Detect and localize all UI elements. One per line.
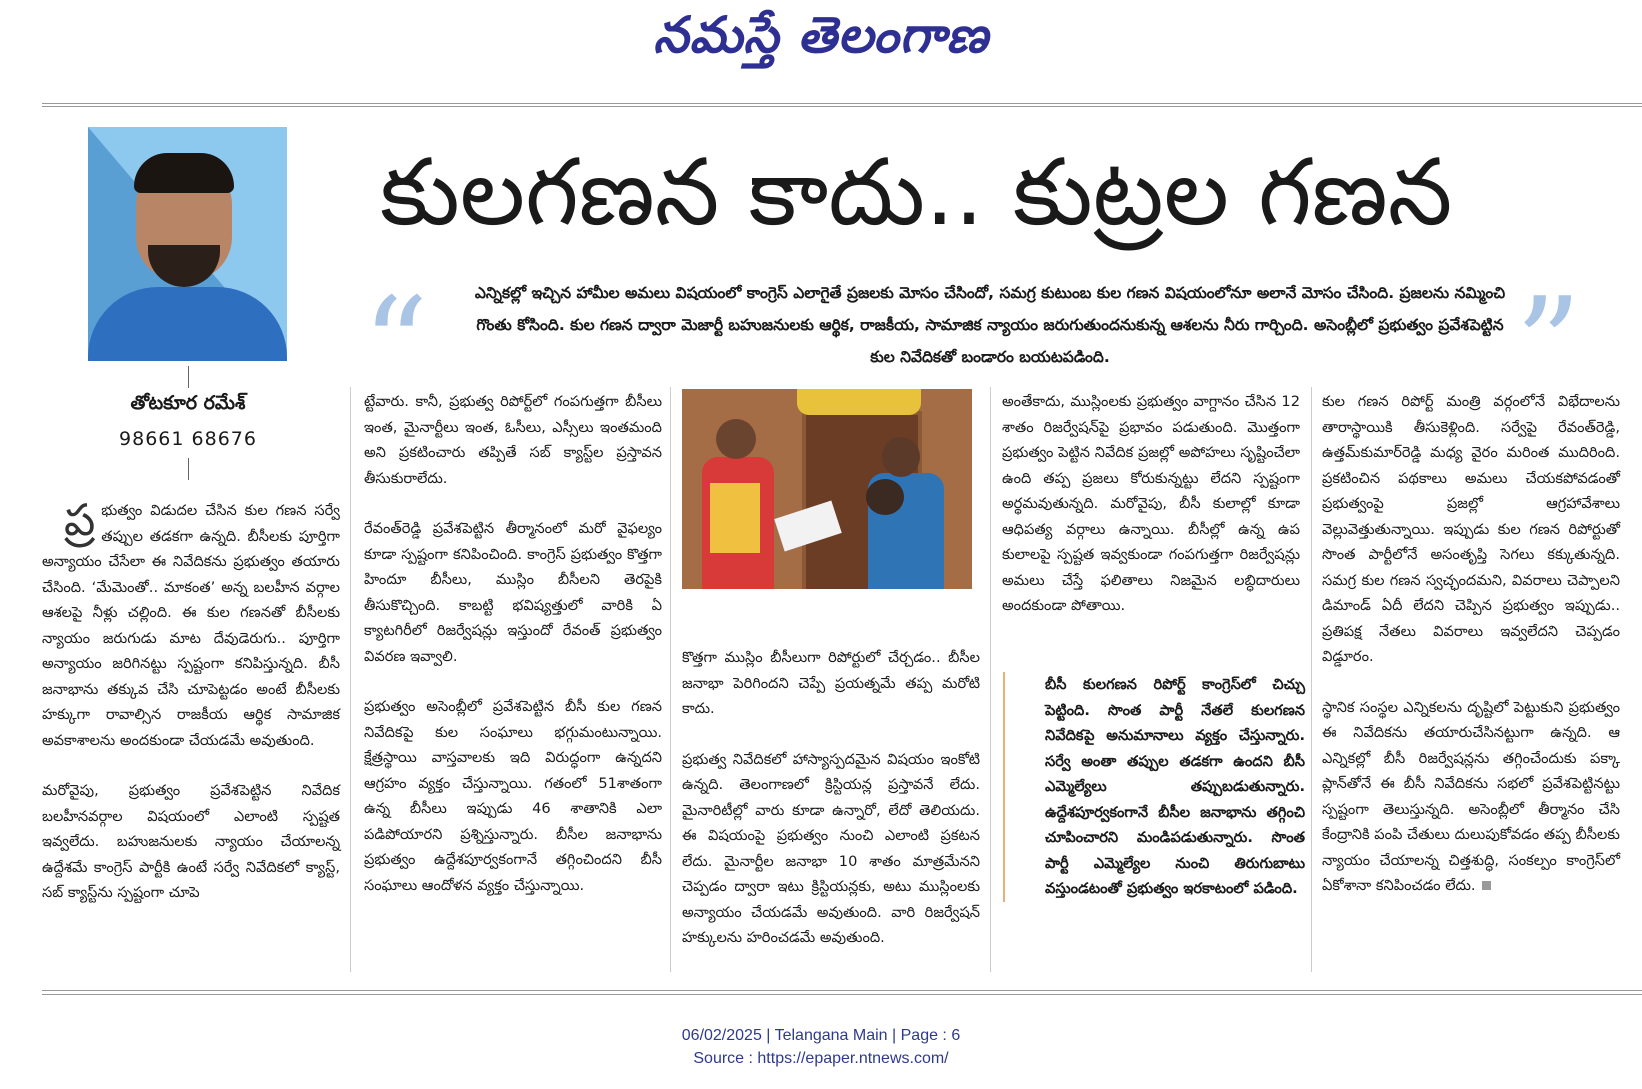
highlight-text: బీసీ కులగణన రిపోర్ట్ కాంగ్రెస్‌లో చిచ్చు పెట్టింది. సొంత పార్టీ నేతలే కులగణన నివేదికపై అనుమానాలు వ్యక్తం చేస్తున్నారు. సర్వే అంతా తప్పుల తడకగా ఉందని బీసీ ఎమ్మెల్యేలు తప్పుబడుతున్నారు. ఉద్దేశపూర్వకంగానే బీసీల జనాభాను తగ్గించి చూపించారని మండిపడుతున్నారు. సొంత పార్టీ ఎమ్మెల్యేల నుంచి తిరుగుబాటు వస్తుండటంతో ప్రభుత్వం ఇరకాటంలో పడింది. [1045, 676, 1305, 897]
column-3-paragraph-2: ప్రభుత్వ నివేదికలో హాస్యాస్పదమైన విషయం ఇంకోటి ఉన్నది. తెలంగాణలో క్రిస్టియన్ల ప్రస్తావనే లేదు. మైనారిటీల్లో వారు కూడా ఉన్నారో, లేదో తెలియదు. ఈ విషయంపై ప్రభుత్వం నుంచి ఎలాంటి ప్రకటన లేదు. మైనార్టీల జనాభా 10 శాతం మాత్రమేనని చెప్పడం ద్వారా ఇటు క్రిస్టియన్లకు, అటు ముస్లింలకు అన్యాయం చేయడమే అవుతుంది. వారి రిజర్వేషన్ హక్కులను హరించడమే అవుతుంది. [682, 750, 980, 946]
column-1-paragraph-2: మరోవైపు, ప్రభుత్వం ప్రవేశపెట్టిన నివేదిక బలహీనవర్గాల విషయంలో ఎలాంటి స్పష్టత ఇవ్వలేదు. బహుజనులకు న్యాయం చేయాలన్న ఉద్దేశమే కాంగ్రెస్ పార్టీకి ఉంటే సర్వే నివేదికలో క్యాస్ట్, సబ్ క్యాస్ట్‌ను స్పష్టంగా చూపె [42, 782, 340, 901]
column-3-paragraph-1: కొత్తగా ముస్లిం బీసీలుగా రిపోర్టులో చేర్చడం.. బీసీల జనాభా పెరిగిందని చెప్పే ప్రయత్నమే తప్ప మరోటి కాదు. [682, 649, 980, 717]
column-4-paragraph-1: అంతేకాదు, ముస్లింలకు ప్రభుత్వం వాగ్దానం చేసిన 12 శాతం రిజర్వేషన్‌పై ప్రభావం పడుతుంది. మొత్తంగా ప్రభుత్వం పెట్టిన నివేదిక ప్రజల్లో అపోహలు సృష్టించేలా ఉంది తప్ప ప్రజలు కోరుకున్నట్టు లేదని స్పష్టంగా అర్థమవుతున్నది. మరోవైపు, బీసీ కులాల్లో కూడా ఆధిపత్య వర్గాలు ఉన్నాయి. బీసీల్లో ఉన్న ఉప కులాలపై స్పష్టత ఇవ్వకుండా గంపగుత్తగా రిజర్వేషన్లు అమలు చేస్తే ఫలితాలు నిజమైన లబ్ధిదారులు అందకుండా పోతాయి. [1002, 393, 1300, 614]
top-rule [42, 103, 1642, 104]
column-2-paragraph-1: ట్టేవారు. కానీ, ప్రభుత్వ రిపోర్ట్‌లో గంపగుత్తగా బీసీలు ఇంత, మైనార్టీలు ఇంత, ఓసీలు, ఎస్సీలు ఇంతమంది అని ప్రకటించారు తప్పితే సబ్ క్యాస్ట్‌ల ప్రస్తావన తీసుకురాలేదు. [364, 393, 662, 487]
dropcap: ప్ర [64, 495, 96, 546]
author-connector-bottom [188, 458, 189, 480]
column-1 [42, 495, 340, 931]
author-name: తోటకూర రమేశ్ [130, 392, 246, 414]
column-divider [350, 387, 351, 972]
open-quote-icon: “ [362, 269, 429, 421]
close-quote-icon: ” [1515, 269, 1582, 421]
column-1-paragraph-1: భుత్వం విడుదల చేసిన కుల గణన సర్వే తప్పుల తడకగా ఉన్నది. బీసీలకు పూర్తిగా అన్యాయం చేసేలా ఈ నివేదికను ప్రభుత్వం తయారు చేసింది. ‘మేమెంతో.. మాకంత’ అన్న బలహీన వర్గాల ఆశలపై నీళ్లు చల్లింది. ఈ కుల గణనతో బీసీలకు న్యాయం జరుగుడు మాట దేవుడెరుగు.. పూర్తిగా అన్యాయం జరిగినట్టు స్పష్టంగా కనిపిస్తున్నది. బీసీ జనాభాను తక్కువ చేసి చూపెట్టడం అంటే బీసీలకు హక్కుగా రావాల్సిన రాజకీయ ఆర్థిక సామాజిక అవకాశాలను అందకుండా చేయడమే అవుతుంది. [42, 502, 340, 749]
masthead [0, 6, 1642, 77]
survey-photo [682, 389, 972, 589]
author-phone: 98661 68676 [119, 428, 257, 450]
intro-deck: ఎన్నికల్లో ఇచ్చిన హామీల అమలు విషయంలో కాంగ్రెస్ ఎలాగైతే ప్రజలకు మోసం చేసిందో, సమగ్ర కుటుంబ కుల గణన విషయంలోనూ అలానే మోసం చేసింది. ప్రజలను నమ్మించి గొంతు కోసింది. కుల గణన ద్వారా మెజార్టీ బహుజనులకు ఆర్థిక, రాజకీయ, సామాజిక న్యాయం జరుగుతుందనుకున్న ఆశలను నీరు గార్చింది. అసెంబ్లీలో ప్రభుత్వం ప్రవేశపెట్టిన కుల నివేదికతో బండారం బయటపడింది. [474, 284, 1506, 366]
column-5 [1322, 389, 1620, 924]
column-2 [364, 389, 662, 923]
column-divider [1311, 387, 1312, 972]
headline: కులగణన కాదు.. కుట్రల గణన [380, 139, 1453, 246]
end-mark-icon [1482, 881, 1491, 890]
column-divider [670, 387, 671, 972]
bottom-rule [42, 990, 1642, 991]
highlight-box [1003, 672, 1305, 902]
column-4 [1002, 389, 1300, 644]
top-rule-2 [42, 106, 1642, 107]
author-photo [88, 127, 287, 361]
column-2-paragraph-3: ప్రభుత్వం అసెంబ్లీలో ప్రవేశపెట్టిన బీసీ కుల గణన నివేదికపై కుల సంఘాలు భగ్గుమంటున్నాయి. క్షేత్రస్థాయి వాస్తవాలకు ఇది విరుద్ధంగా ఉన్నదని ఆగ్రహం వ్యక్తం చేస్తున్నాయి. గతంలో 51శాతంగా ఉన్న బీసీలు ఇప్పుడు 46 శాతానికి ఎలా పడిపోయారని ప్రశ్నిస్తున్నారు. బీసీల జనాభాను ప్రభుత్వం ఉద్దేశపూర్వకంగానే తగ్గించిందని బీసీ సంఘాలు ఆందోళన వ్యక్తం చేస్తున్నాయి. [364, 698, 662, 894]
column-3 [682, 645, 980, 976]
bottom-rule-2 [42, 994, 1642, 995]
author-connector-top [188, 366, 189, 388]
column-5-paragraph-2: స్థానిక సంస్థల ఎన్నికలను దృష్టిలో పెట్టుకుని ప్రభుత్వం ఈ నివేదికను తయారుచేసినట్టుగా ఉన్నది. ఆ ఎన్నికల్లో బీసీ రిజర్వేషన్లను తగ్గించేందుకు పక్కా ప్లాన్‌తోనే ఈ బీసీ నివేదికను సభలో ప్రవేశపెట్టినట్టు స్పష్టంగా తెలుస్తున్నది. అసెంబ్లీలో తీర్మానం చేసి కేంద్రానికి పంపి చేతులు దులుపుకోవడం తప్ప బీసీలకు న్యాయం చేయాలన్న చిత్తశుద్ధి, సంకల్పం కాంగ్రెస్‌లో ఏకోశానా కనిపించడం లేదు. [1322, 698, 1620, 894]
footer-source-link[interactable]: Source : https://epaper.ntnews.com/ [693, 1050, 949, 1067]
masthead-title: నమస్తే తెలంగాణ [653, 6, 989, 64]
column-divider [990, 387, 991, 972]
column-2-paragraph-2: రేవంత్‌రెడ్డి ప్రవేశపెట్టిన తీర్మానంలో మరో వైఫల్యం కూడా స్పష్టంగా కనిపించింది. కాంగ్రెస్ ప్రభుత్వం కొత్తగా హిందూ బీసీలు, ముస్లిం బీసీలని తెరపైకి తీసుకొచ్చింది. కాబట్టి భవిష్యత్తులో వారికి ఏ క్యాటగిరీలో రిజర్వేషన్లు ఇస్తుందో రేవంత్ ప్రభుత్వం వివరణ ఇవ్వాలి. [364, 520, 662, 665]
footer-date-line: 06/02/2025 | Telangana Main | Page : 6 [681, 1027, 961, 1044]
column-5-paragraph-1: కుల గణన రిపోర్ట్ మంత్రి వర్గంలోనే విభేదాలను తారాస్థాయికి తీసుకెళ్లింది. సర్వేపై రేవంత్‌రెడ్డి, ఉత్తమ్‌కుమార్‌రెడ్డి మధ్య వైరం మరింత ముదిరింది. ప్రకటించిన పథకాలు అమలు చేయకపోవడంతో ప్రభుత్వంపై ప్రజల్లో ఆగ్రహావేశాలు వెల్లువెత్తుతున్నాయి. ఇప్పుడు కుల గణన రిపోర్టుతో సొంత పార్టీలోనే అసంతృప్తి సెగలు కక్కుతున్నది. సమగ్ర కుల గణన స్వచ్ఛందమని, వివరాలు చెప్పాలని డిమాండ్ ఏదీ లేదని చెప్పిన ప్రభుత్వం ఇప్పుడు.. ప్రతిపక్ష నేతలు వివరాలు ఇవ్వలేదని చెప్పడం విడ్డూరం. [1322, 393, 1620, 665]
